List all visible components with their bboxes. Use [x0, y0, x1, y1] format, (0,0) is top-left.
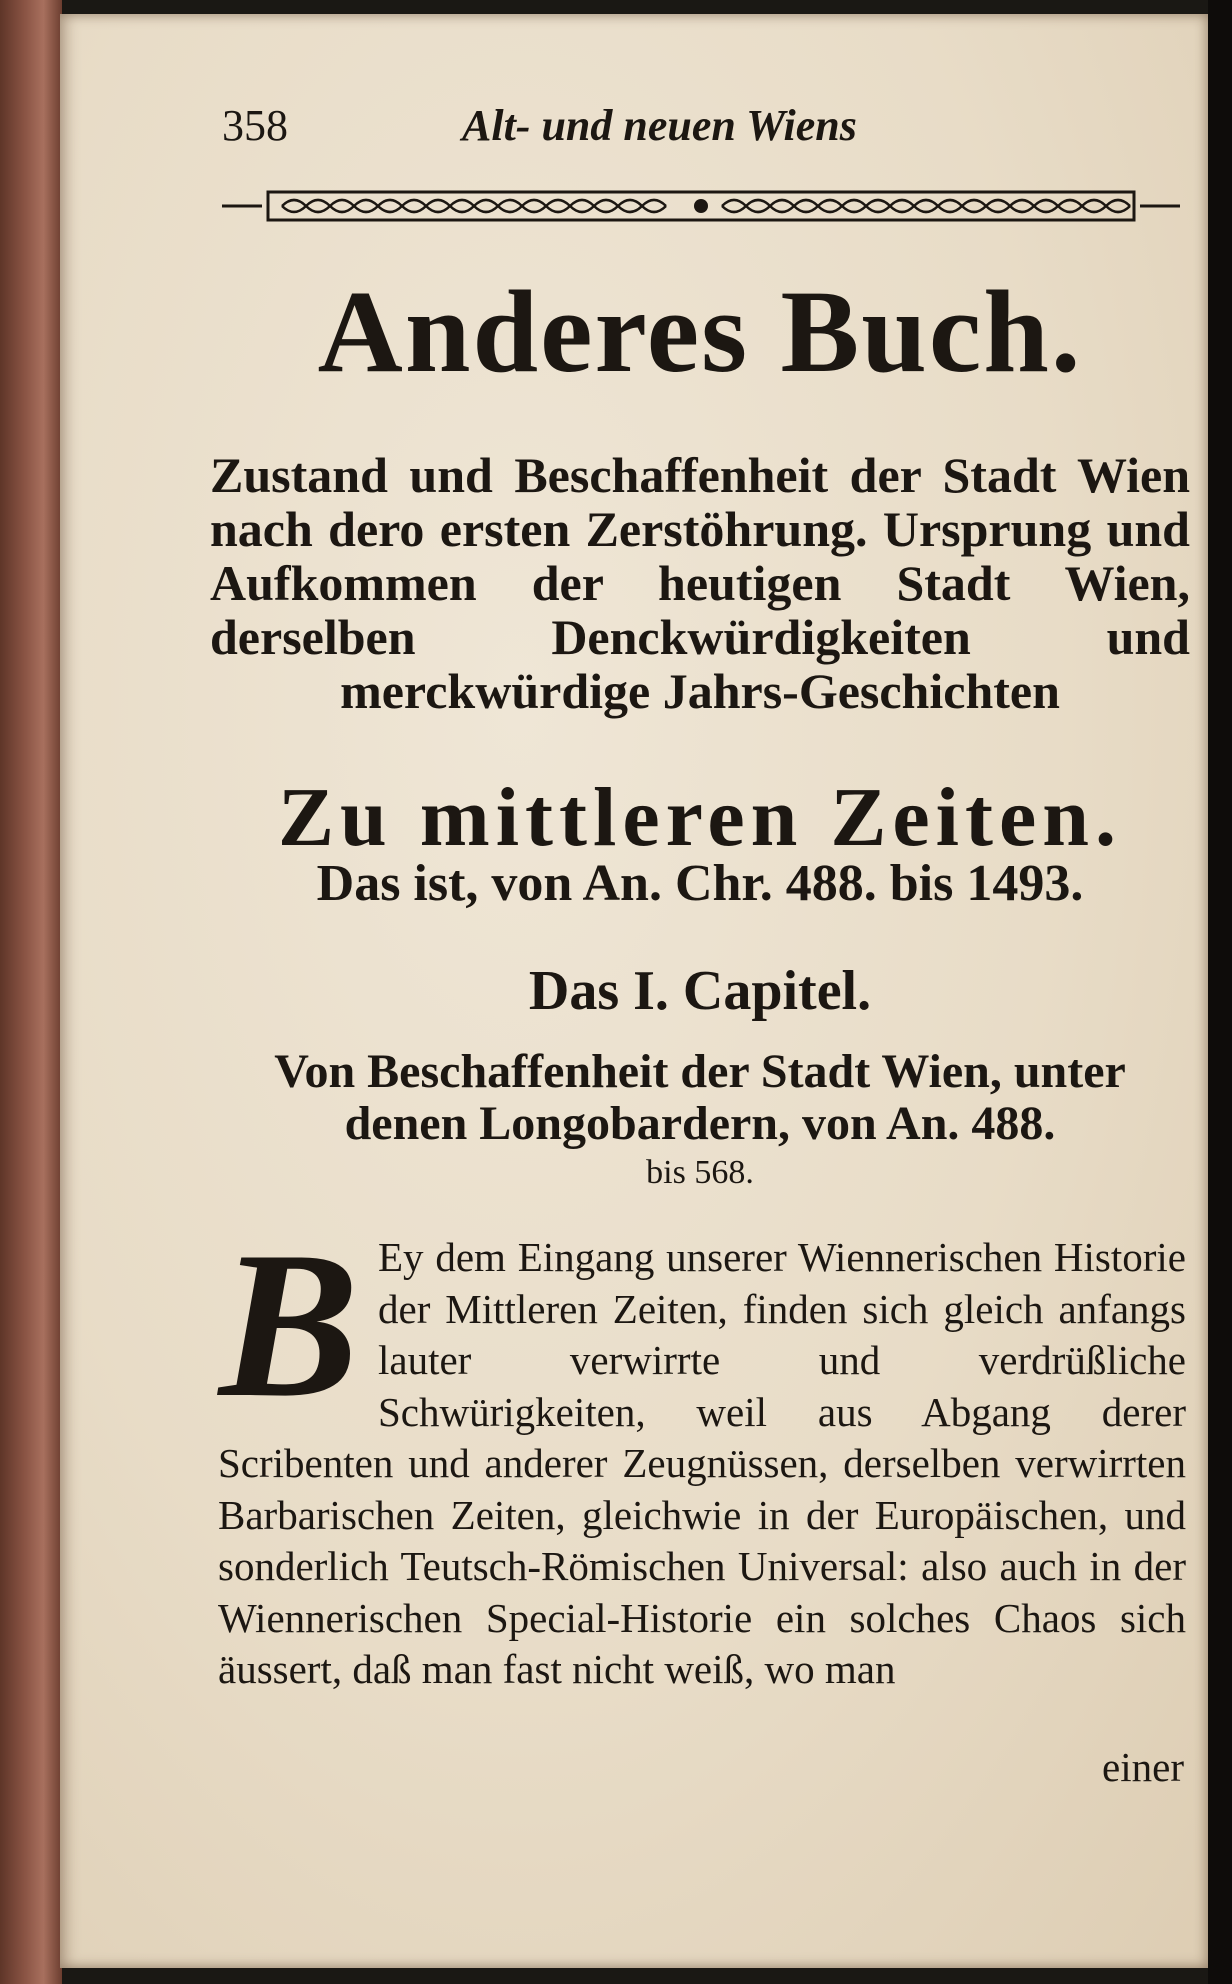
background-edge	[1208, 0, 1232, 1984]
chapter-subtitle-end: bis 568.	[646, 1154, 754, 1191]
body-paragraph	[218, 1209, 1186, 1696]
page-number: 358	[222, 101, 288, 150]
body-text: Ey dem Eingang unserer Wiennerischen Historie der Mittleren Zeiten, finden sich gleich anfangs lauter verwirrte und verdrüßliche Schwürigkeiten, weil aus Abgang derer Scribenten und anderer Zeugnüssen, derselben verwirrten Barbarischen Zeiten, gleichwie in der Europäischen, und sonderlich Teutsch-Römischen Universal: also auch in der Wiennerischen Special-Historie ein solches Chaos sich äussert, daß man fast nicht weiß, wo man	[218, 1234, 1186, 1692]
running-head	[222, 100, 982, 160]
book-title: Anderes Buch.	[317, 266, 1083, 397]
book-subtitle: Zustand und Beschaffenheit der Stadt Wien nach dero ersten Zerstöhrung. Ursprung und Aufkommen der heutigen Stadt Wien, derselben Denckwürdigkeiten und merckwürdige Jahrs-Geschichten	[210, 447, 1190, 719]
ornament-icon	[222, 186, 1180, 226]
chapter-title: Das I. Capitel.	[528, 960, 872, 1022]
ornament-rule	[222, 186, 1180, 226]
period-range: Das ist, von An. Chr. 488. bis 1493.	[316, 855, 1084, 912]
running-title: Alt- und neuen Wiens	[462, 101, 857, 150]
chapter-subtitle-text: Von Beschaffenheit der Stadt Wien, unter denen Longobardern, von An. 488.	[274, 1045, 1126, 1150]
drop-cap: B	[218, 1209, 360, 1441]
period-title: Zu mittleren Zeiten.	[277, 771, 1122, 864]
book-edge	[0, 0, 62, 1984]
catchword: einer	[1102, 1744, 1184, 1790]
chapter-subtitle	[220, 1046, 1180, 1196]
